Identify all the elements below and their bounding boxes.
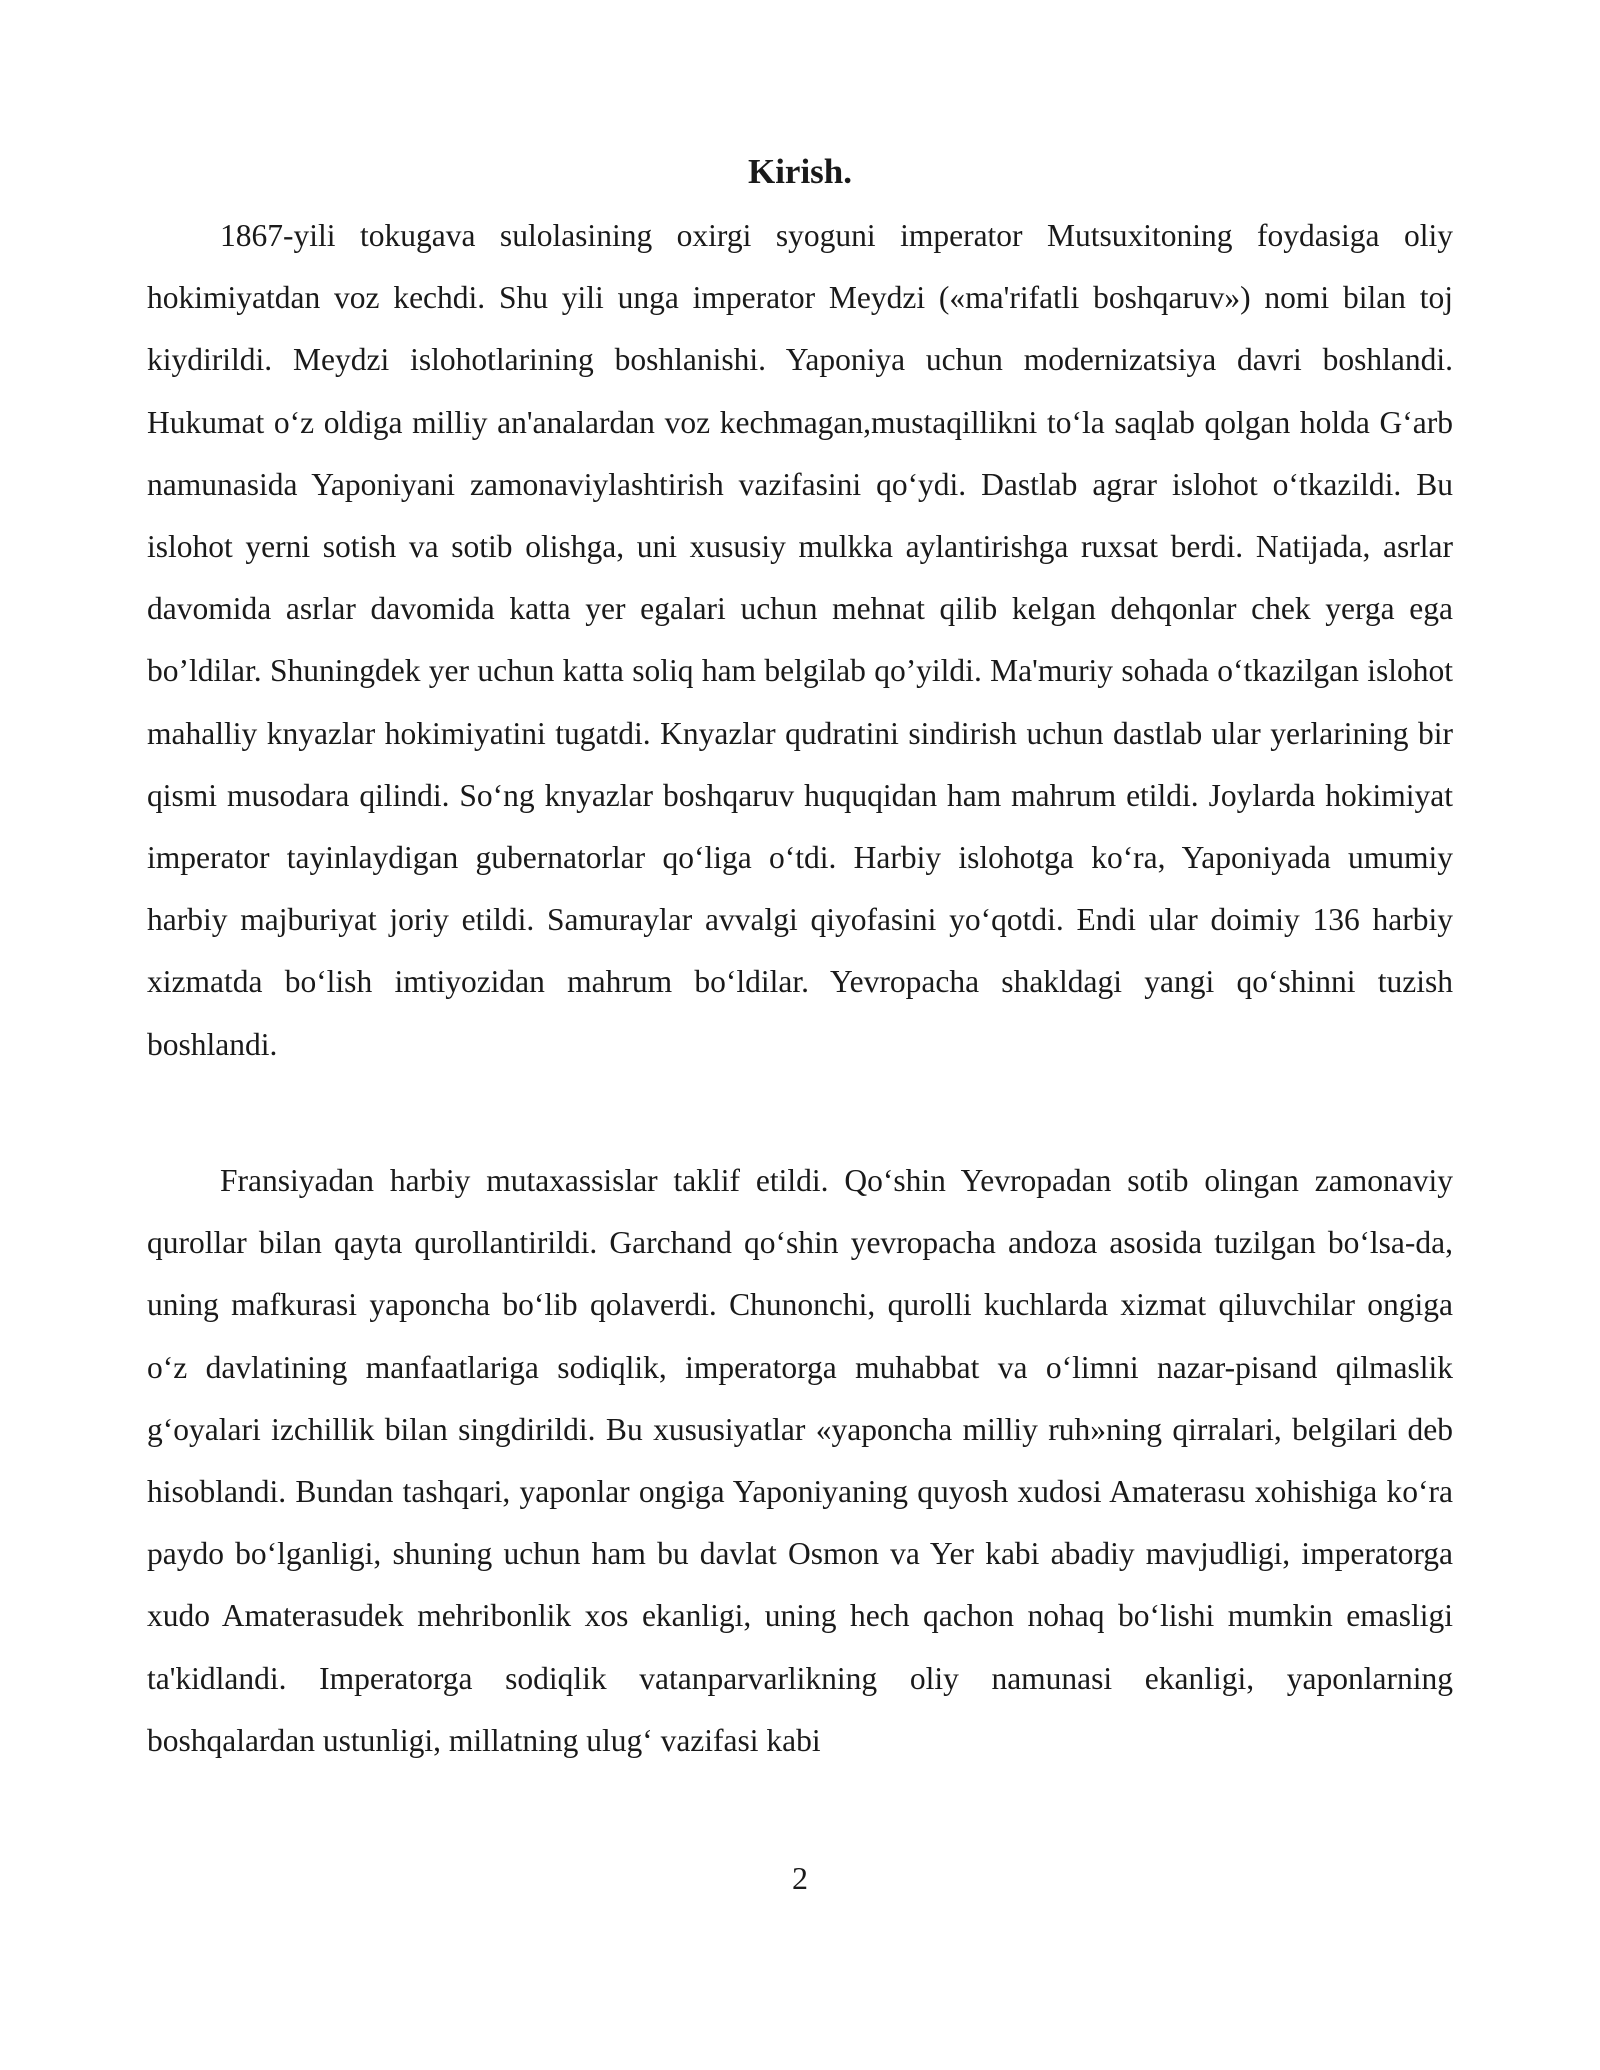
page-title: Kirish. [747,152,853,191]
page-number: 2 [792,1860,808,1896]
body-paragraph-1: 1867-yili tokugava sulolasining oxirgi syoguni imperator Mutsuxitoning foydasiga oliy hokimiyatdan voz kechdi. Shu yili unga imperator Meydzi («ma'rifatli boshqaruv») nomi bilan toj kiydirildi. Meydzi islohotlarining boshlanishi. Yaponiya uchun modernizatsiya davri boshlandi. Hukumat o‘z oldiga milliy an'analardan voz kechmagan,mustaqillikni to‘la saqlab qolgan holda G‘arb namunasida Yaponiyani zamonaviylashtirish vazifasini qo‘ydi. Dastlab agrar islohot o‘tkazildi. Bu islohot yerni sotish va sotib olishga, uni xususiy mulkka aylantirishga ruxsat berdi. Natijada, asrlar davomida asrlar davomida katta yer egalari uchun mehnat qilib kelgan dehqonlar chek yerga ega bo’ldilar. Shuningdek yer uchun katta soliq ham belgilab qo’yildi. Ma'muriy sohada o‘tkazilgan islohot mahalliy knyazlar hokimiyatini tugatdi. Knyazlar qudratini sindirish uchun dastlab ular yerlarining bir qismi musodara qilindi. So‘ng knyazlar boshqaruv huquqidan ham mahrum etildi. Joylarda hokimiyat imperator tayinlaydigan gubernatorlar qo‘liga o‘tdi. Harbiy islohotga ko‘ra, Yaponiyada umumiy harbiy majburiyat joriy etildi. Samuraylar avvalgi qiyofasini yo‘qotdi. Endi ular doimiy 136 harbiy xizmatda bo‘lish imtiyozidan mahrum bo‘ldilar. Yevropacha shakldagi yangi qo‘shinni tuzish boshlandi. [147,218,1453,1062]
body-paragraph-2: Fransiyadan harbiy mutaxassislar taklif etildi. Qo‘shin Yevropadan sotib olingan zamonaviy qurollar bilan qayta qurollantirildi. Garchand qo‘shin yevropacha andoza asosida tuzilgan bo‘lsa-da, uning mafkurasi yaponcha bo‘lib qolaverdi. Chunonchi, qurolli kuchlarda xizmat qiluvchilar ongiga o‘z davlatining manfaatlariga sodiqlik, imperatorga muhabbat va o‘limni nazar-pisand qilmaslik g‘oyalari izchillik bilan singdirildi. Bu xususiyatlar «yaponcha milliy ruh»ning qirralari, belgilari deb hisoblandi. Bundan tashqari, yaponlar ongiga Yaponiyaning quyosh xudosi Amaterasu xohishiga ko‘ra paydo bo‘lganligi, shuning uchun ham bu davlat Osmon va Yer kabi abadiy mavjudligi, imperatorga xudo Amaterasudek mehribonlik xos ekanligi, uning hech qachon nohaq bo‘lishi mumkin emasligi ta'kidlandi. Imperatorga sodiqlik vatanparvarlikning oliy namunasi ekanligi, yaponlarning boshqalardan ustunligi, millatning ulug‘ vazifasi kabi [147,1163,1453,1758]
